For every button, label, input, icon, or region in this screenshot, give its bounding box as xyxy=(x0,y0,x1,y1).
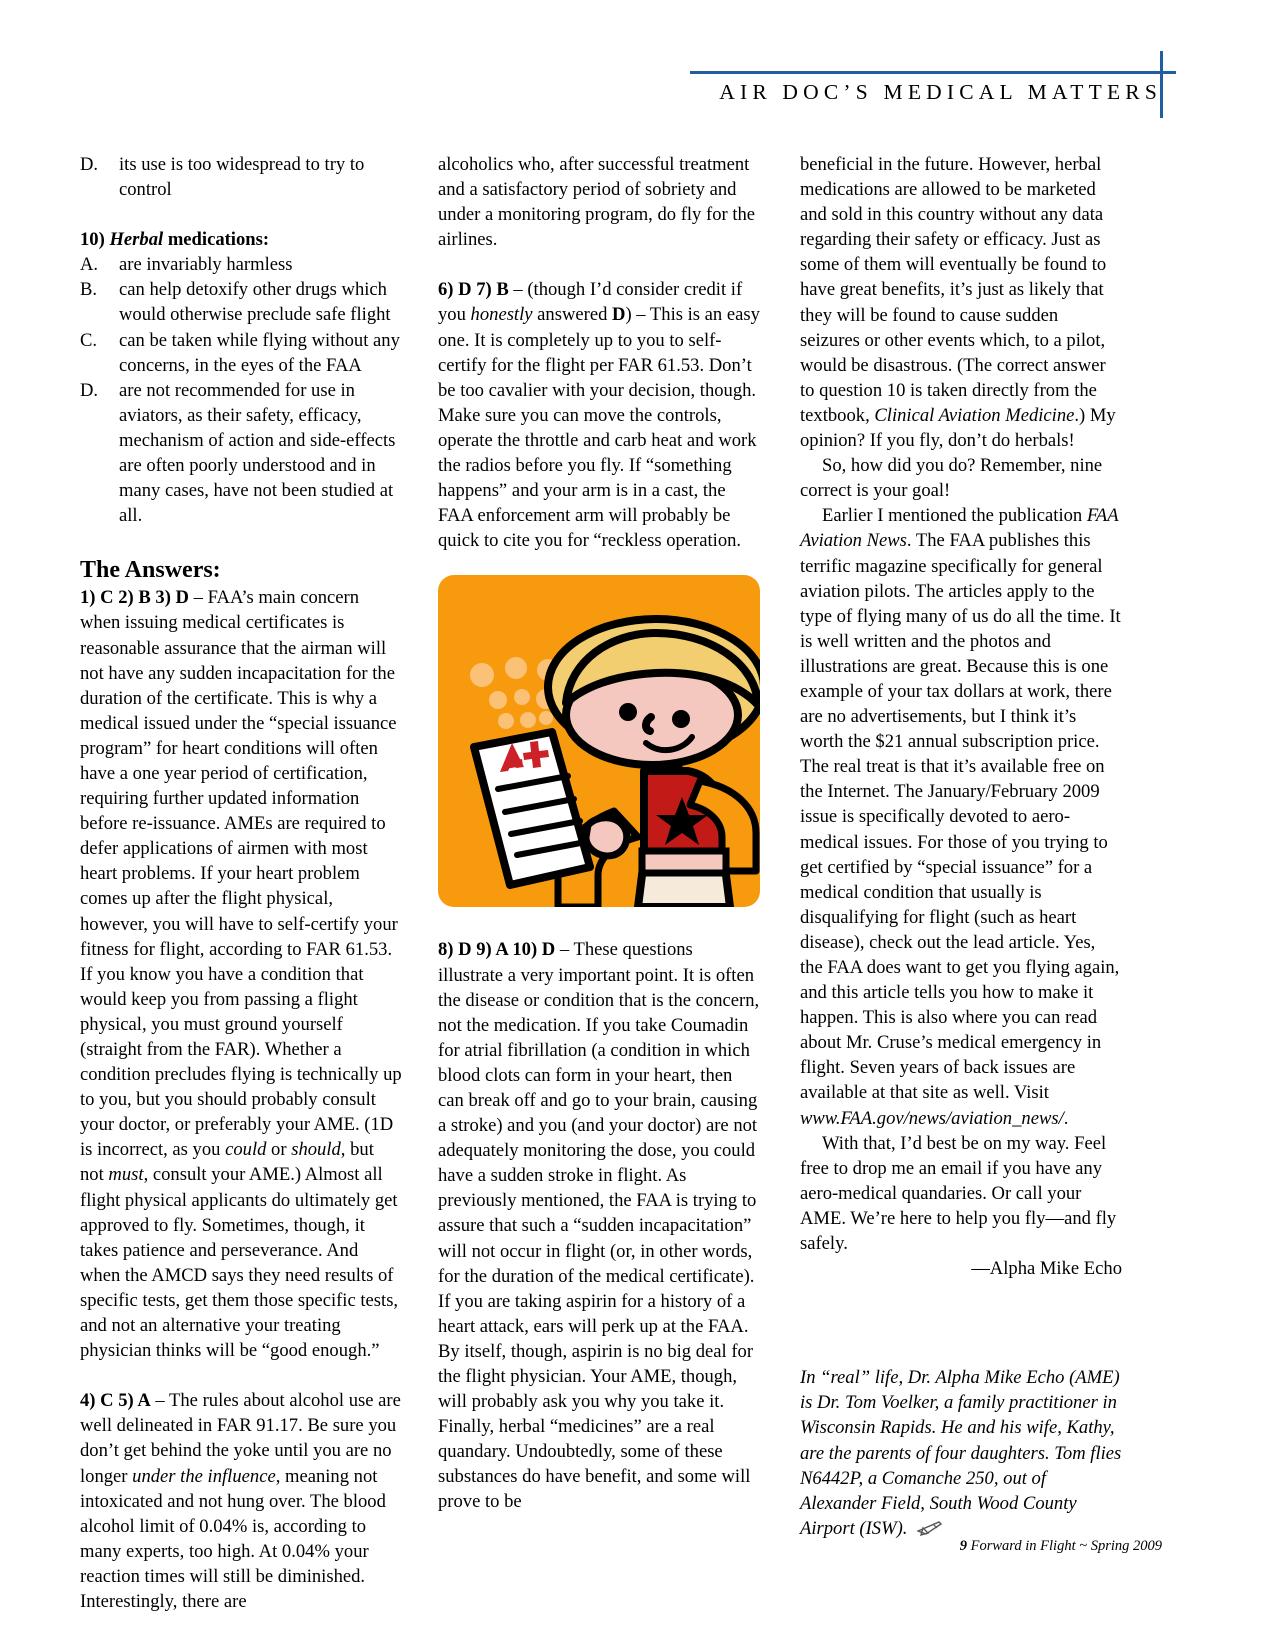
header-rule xyxy=(690,71,1176,74)
choice-item xyxy=(80,277,402,327)
answer-body: or xyxy=(266,1139,292,1161)
choice-letter: D. xyxy=(80,379,99,401)
choice-item xyxy=(80,152,402,202)
choice-letter: C. xyxy=(80,329,98,351)
spacer xyxy=(800,1281,1122,1365)
emphasis-under-the-influence: under the influence xyxy=(132,1465,276,1487)
choice-letter: A. xyxy=(80,254,99,276)
author-signoff: —Alpha Mike Echo xyxy=(971,1258,1122,1280)
bold-answer-d: D xyxy=(612,304,626,326)
choice-item xyxy=(80,378,402,529)
spacer xyxy=(80,528,402,553)
spacer xyxy=(80,1363,402,1388)
paragraph-herbal-regulation xyxy=(800,152,1122,453)
answer-body: , consult your AME.) Almost all flight physical applicants do ultimately get approved to fly. Sometimes, though, it takes patience and perseverance. And when the AMCD says they need results of specific tests, get them those specific tests, and not an alternative your treating physician thinks will be “good enough.” xyxy=(80,1164,399,1362)
paragraph-closing: With that, I’d best be on my way. Feel free to drop me an email if you have any aero-medical quandaries. Or call your AME. We’re here to help you fly—and fly safely. xyxy=(800,1132,1117,1255)
answer-block-6-7 xyxy=(438,277,760,553)
choice-text: are not recommended for use in aviators, as their safety, efficacy, mechanism of action and side-effects are often poorly understood and in many cases, have not been studied at all. xyxy=(119,379,396,527)
page-number: 9 xyxy=(959,1538,967,1554)
emphasis-could: could xyxy=(225,1139,267,1161)
choice-text: can be taken while flying without any concerns, in the eyes of the FAA xyxy=(119,329,400,376)
column-3 xyxy=(800,152,1122,1544)
column-1 xyxy=(80,152,402,1614)
question-10-heading xyxy=(80,227,402,252)
text-run: .) My opinion? If you fly, don’t do herbals! xyxy=(800,404,1116,452)
text-run: . xyxy=(1063,1107,1069,1129)
emphasis-textbook-title: Clinical Aviation Medicine xyxy=(874,404,1075,426)
hand xyxy=(586,818,627,856)
illustration-svg xyxy=(438,575,760,907)
answer-body: ) – This is an easy one. It is completely up to you to self-certify for the flight per FAR 61.53. Don’t be too cavalier with your decision, though. Make sure you can move the controls, operate the throttle and carb heat and work the radios before you fly. If “something happens” and your arm is in a cast, the FAA enforcement arm will probably be quick to cite you for “reckless operation. xyxy=(438,304,760,552)
page-title: AIR DOC’S MEDICAL MATTERS xyxy=(719,80,1162,104)
emphasis-should: should xyxy=(291,1139,341,1161)
answers-heading: The Answers: xyxy=(80,557,221,584)
eye-left xyxy=(619,703,637,721)
answer-body: , but not xyxy=(80,1139,374,1186)
choice-item xyxy=(80,328,402,378)
emphasis-must: must xyxy=(108,1164,144,1186)
spacer xyxy=(80,202,402,227)
answer-body: – FAA’s main concern when issuing medical certificates is reasonable assurance that the airman will not have any sudden incapacitation for the duration of the certificate. This is why a medical issued under the “special issuance program” for heart conditions will often have a one year period of certification, requiring further updated information before re-issuance. AMEs are required to defer applications of airmen with most heart problems. If your heart problem comes up after the flight physical, however, you will have to self-certify your fitness for flight, according to FAR 61.53. If you know you have a condition that would keep you from passing a flight physical, you must ground yourself (straight from the FAR). Whether a condition precludes flying is technically up to you, but you should probably consult your doctor, or preferably your AME. (1D is incorrect, as you xyxy=(80,587,402,1161)
text-run: . The FAA publishes this terrific magazine specifically for general aviation pilots. The articles apply to the type of flying many of us do all the time. It is well written and the photos and illustrations are great. Because this is one example of your tax dollars at work, there are no advertisements, but I think it’s worth the $21 annual subscription price. The real treat is that it’s available free on the Internet. The January/February 2009 issue is specifically devoted to aero-medical issues. For those of you trying to get certified by “special issuance” for a medical condition that usually is disqualifying for flight (such as heart disease), check out the lead article. Yes, the FAA does want to get you flying again, and this article tells you how to make it happen. This is also where you can read about Mr. Cruse’s medical emergency in flight. Seven years of back issues are available at that site as well. Visit xyxy=(800,530,1121,1104)
student-with-a-plus-test-illustration xyxy=(438,575,760,907)
emphasis-magazine-title: FAA Aviation News xyxy=(800,505,1119,552)
question-emphasis: Herbal xyxy=(109,229,164,251)
illustration-background xyxy=(438,575,760,907)
column-2 xyxy=(438,152,760,1515)
text-run: beneficial in the future. However, herbal medications are allowed to be marketed and sold in this country without any data regarding their safety or efficacy. Just as some of them will eventually be found to have great benefits, it’s just as likely that they will be found to cause sudden seizures or other events which, to a pilot, would be disastrous. (The correct answer to question 10 is taken directly from the textbook, xyxy=(800,154,1107,426)
answer-label: 1) C 2) B 3) D xyxy=(80,587,189,609)
answer-label: 6) D 7) B xyxy=(438,279,509,301)
choice-text: can help detoxify other drugs which would otherwise preclude safe flight xyxy=(119,279,391,326)
answer-body: answered xyxy=(532,304,613,326)
paragraph-faa-publication xyxy=(800,503,1122,1130)
test-paper xyxy=(474,732,590,885)
page-header xyxy=(0,0,1275,130)
author-bio xyxy=(800,1365,1122,1544)
bio-text: In “real” life, Dr. Alpha Mike Echo (AME) is Dr. Tom Voelker, a family practitioner in Wisconsin Rapids. He and his wife, Kathy, are the parents of four daughters. Tom flies N6442P, a Comanche 250, out of Alexander Field, South Wood County Airport (ISW). xyxy=(800,1367,1122,1539)
answer-body: , meaning not intoxicated and not hung over. The blood alcohol limit of 0.04% is, according to many experts, too high. At 0.04% your reaction times will still be diminished. Interestingly, there are xyxy=(80,1465,386,1612)
cuff xyxy=(642,851,726,873)
answer-label: 8) D 9) A 10) D xyxy=(438,939,556,961)
answer-body: – (though I’d consider credit if you xyxy=(438,279,743,326)
choice-letter: B. xyxy=(80,279,98,301)
answer-block-4-5 xyxy=(80,1388,402,1614)
paragraph-score-goal: So, how did you do? Remember, nine correct is your goal! xyxy=(800,455,1103,502)
question-number: 10) xyxy=(80,229,105,251)
question-rest: medications: xyxy=(163,229,270,251)
answer-block-1-3 xyxy=(80,585,402,1363)
choice-letter: D. xyxy=(80,154,99,175)
spacer xyxy=(438,252,760,277)
continued-paragraph: alcoholics who, after successful treatment and a satisfactory period of sobriety and under a monitoring program, do fly for the airlines. xyxy=(438,154,756,251)
page-footer xyxy=(960,1537,1162,1555)
answer-block-8-10 xyxy=(438,937,760,1514)
choice-text: its use is too widespread to try to control xyxy=(119,154,365,201)
choice-text: are invariably harmless xyxy=(119,254,293,276)
airplane-icon xyxy=(917,1519,943,1544)
text-run: Earlier I mentioned the publication xyxy=(822,505,1087,527)
answer-body: – These questions illustrate a very important point. It is often the disease or condition that is the concern, not the medication. If you take Coumadin for atrial fibrillation (a condition in which blood clots can form in your heart, then can break off and go to your brain, causing a stroke) and you (and your doctor) are not adequately monitoring the dose, you could have a sudden stroke in flight. As previously mentioned, the FAA is trying to assure that such a “sudden incapacitation” will not occur in flight (or, in other words, for the duration of the medical certificate). If you are taking aspirin for a history of a heart attack, ears will perk up at the FAA. By itself, though, aspirin is no big deal for the flight physician. Your AME, though, will probably ask you why you take it. Finally, herbal “medicines” are a real quandary. Undoubtedly, some of these substances do have benefit, and some will prove to be xyxy=(438,939,760,1513)
eye-right xyxy=(672,710,690,728)
answer-body: – The rules about alcohol use are well delineated in FAR 91.17. Be sure you don’t get behind the yoke until you are no longer xyxy=(80,1390,401,1487)
emphasis-honestly: honestly xyxy=(470,304,533,326)
choice-item xyxy=(80,252,402,277)
faa-news-url[interactable]: www.FAA.gov/news/aviation_news/ xyxy=(800,1107,1064,1129)
answer-label: 4) C 5) A xyxy=(80,1390,151,1412)
footer-text: Forward in Flight ~ Spring 2009 xyxy=(970,1538,1162,1554)
